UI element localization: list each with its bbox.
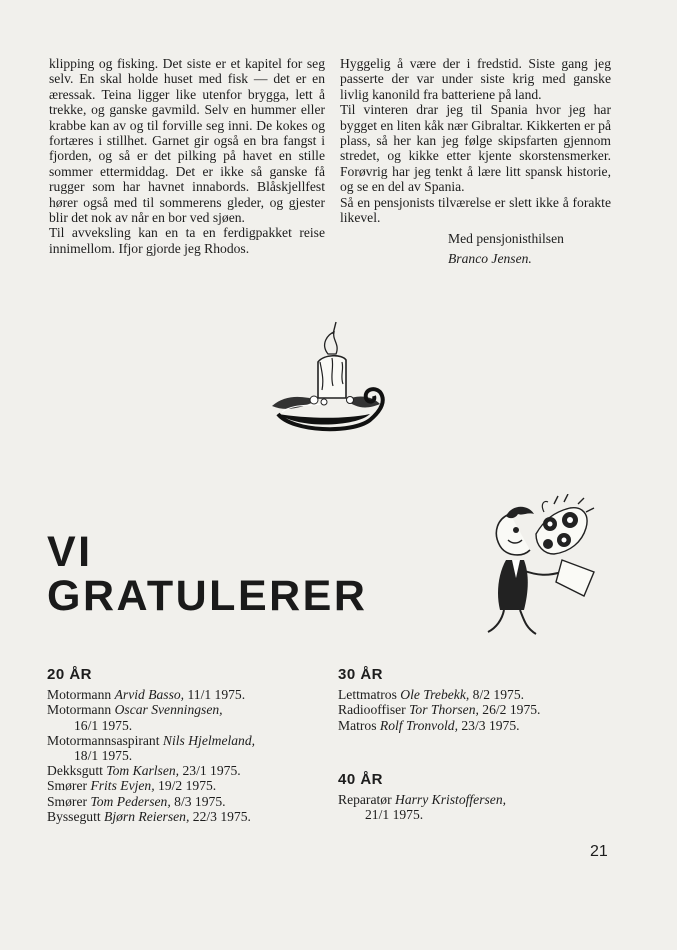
section-title: 20 ÅR bbox=[47, 666, 93, 683]
list-item-continuation: 16/1 1975. bbox=[74, 717, 133, 733]
section-title: 40 ÅR bbox=[338, 771, 384, 788]
article-right-column bbox=[340, 56, 611, 266]
heading-line: GRATULERER bbox=[47, 572, 368, 620]
list-item: Motormann Arvid Basso, 11/1 1975. bbox=[47, 687, 246, 703]
section-title: 30 ÅR bbox=[338, 666, 384, 683]
heading-line: VI bbox=[47, 528, 93, 576]
list-item: Motormann Oscar Svenningsen, bbox=[47, 702, 223, 718]
article-paragraph: Så en pensjonists tilværelse er slett ikke å forakte likevel. bbox=[340, 194, 611, 226]
list-item: Smører Frits Evjen, 19/2 1975. bbox=[47, 778, 217, 794]
list-item: Radiooffiser Tor Thorsen, 26/2 1975. bbox=[338, 702, 541, 718]
list-item-continuation: 21/1 1975. bbox=[365, 807, 424, 823]
signoff-text: Med pensjonisthilsen bbox=[448, 231, 564, 247]
list-item: Smører Tom Pedersen, 8/3 1975. bbox=[47, 793, 226, 809]
article-paragraph: Til vinteren drar jeg til Spania hvor jeg har bygget en liten kåk nær Gibraltar. Kikkerten er på plass, så her kan jeg følge skipsfarten gjennom stredet, og kikke etter kjente skorstensmerker. Forøvrig har jeg tenkt å lære litt spansk historie, og se en del av Spania. bbox=[340, 102, 611, 195]
candle-holder-icon bbox=[262, 320, 392, 440]
article-paragraph: Hyggelig å være der i fredstid. Siste gang jeg passerte der var under siste krig med ganske livlig kanonild fra batteriene på land. bbox=[340, 56, 611, 102]
section-40-years bbox=[338, 772, 608, 823]
list-item: Lettmatros Ole Trebekk, 8/2 1975. bbox=[338, 687, 525, 703]
list-item-continuation: 18/1 1975. bbox=[74, 748, 133, 764]
section-20-years bbox=[47, 667, 317, 824]
page-number: 21 bbox=[590, 843, 608, 860]
article-paragraph: klipping og fisking. Det siste er et kapitel for seg selv. En skal holde huset med fisk — det er en æressak. Teina ligger like utenfor brygga, lett å trekke, og ganske gavmild. Selv en hummer eller krabbe kan av og til forville seg inni. De kokes og fortæres i stillhet. Garnet gir også en bra fangst i fjorden, og så er det pilking på havet en stille sommer ettermiddag. Det er ikke så ganske få rugger som har havnet innabords. Blåskjellfest hører også med til sommerens gleder, og gjester blir det nok av når en bor ved sjøen. bbox=[49, 56, 325, 226]
signature-text: Branco Jensen. bbox=[448, 250, 532, 266]
list-item: Reparatør Harry Kristoffersen, bbox=[338, 792, 507, 808]
page-heading bbox=[47, 530, 367, 618]
list-item: Byssegutt Bjørn Reiersen, 22/3 1975. bbox=[47, 808, 251, 824]
section-30-years bbox=[338, 667, 608, 733]
boy-with-flowers-icon bbox=[478, 494, 608, 644]
article-paragraph: Til avveksling kan en ta en ferdigpakket reise innimellom. Ifjor gjorde jeg Rhodos. bbox=[49, 225, 325, 256]
list-item: Dekksgutt Tom Karlsen, 23/1 1975. bbox=[47, 763, 241, 779]
list-item: Motormannsaspirant Nils Hjelmeland, bbox=[47, 732, 256, 748]
list-item: Matros Rolf Tronvold, 23/3 1975. bbox=[338, 717, 520, 733]
article-left-column bbox=[49, 56, 325, 256]
